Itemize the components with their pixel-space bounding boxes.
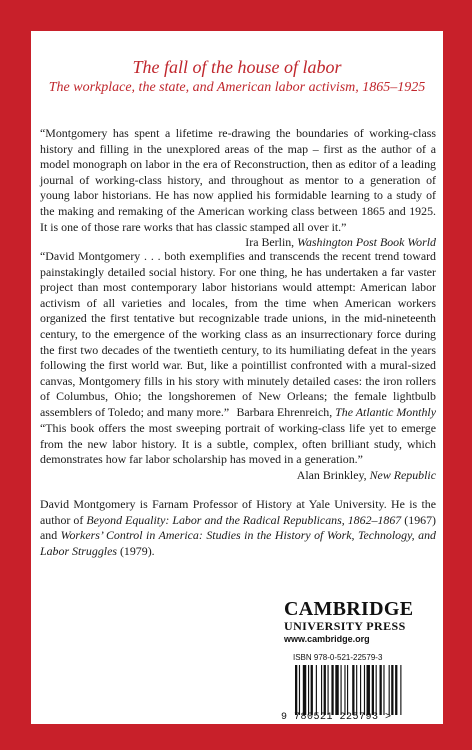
review-quote-1 xyxy=(40,126,436,251)
book-title: The fall of the house of labor xyxy=(132,57,342,77)
quote-author: Ira Berlin, xyxy=(245,235,295,250)
quote-source: New Republic xyxy=(369,467,436,482)
quote-text: “This book offers the most sweeping portrait of working-class life yet to emerge from the new labor history. It is a subtle, complex, often brilliant study, which demonstrates how far labor scholarship has moved in a generation.” xyxy=(40,421,436,467)
author-bio xyxy=(40,497,436,559)
bio-book-2: Workers’ Control in America: Studies in the History of Work, Technology, and Labor Struggles xyxy=(40,528,436,558)
publisher-name: CAMBRIDGE xyxy=(284,598,414,620)
quote-source: Washington Post Book World xyxy=(297,235,436,250)
barcode-icon xyxy=(293,665,437,715)
quote-attribution xyxy=(236,405,436,421)
publisher-subname: UNIVERSITY PRESS xyxy=(284,619,406,633)
publisher-logo xyxy=(284,599,434,646)
bio-mid: (1967) and xyxy=(40,512,436,543)
bio-intro: David Montgomery is Farnam Professor of History at Yale University. He is the author of xyxy=(40,497,436,527)
bio-end: (1979). xyxy=(116,543,155,558)
quote-source: The Atlantic Monthly xyxy=(335,404,436,419)
isbn-text: ISBN 978-0-521-22579-3 xyxy=(293,653,383,662)
cover-panel xyxy=(31,31,443,724)
barcode-digits: 9 780521 225793 > xyxy=(281,712,392,723)
publisher-url: www.cambridge.org xyxy=(284,634,370,644)
quote-text: “Montgomery has spent a lifetime re-drawing the boundaries of working-class history and filling in the unexplored areas of the map – first as the author of a model monograph on labor in the era of Reconstruction, then as editor of a leading journal of working-class history, and throughout as mentor to a generation of young labor historians. He has now applied his formidable learning to a study of the making and remaking of the American working class between 1865 and 1925. It is one of those rare works that has classic stamped all over it.” xyxy=(40,126,436,234)
quote-author: Alan Brinkley, xyxy=(296,467,367,482)
quote-text: “David Montgomery . . . both exemplifies and transcends the recent trend toward painstakingly detailed social history. For one thing, he has undertaken a far vaster project than most contemporary labor historians would attempt: American labor activism of all varieties and locales, from the time when American workers organized the first tentative but recognizable trade unions, in the mid-nineteenth century, to the emergence of the working class as an insurrectionary force during the first two decades of the twentieth century, to its humiliating defeat in the years following the first world war. But, like a pointillist confronted with a mural-sized canvas, Montgomery fills in his story with minutely detailed cases: the iron rollers of Columbus, Ohio; the longshoremen of New Orleans; the female lightbulb assemblers of Toledo; and many more.” xyxy=(40,249,436,419)
review-quote-2 xyxy=(40,249,436,421)
bio-book-1: Beyond Equality: Labor and the Radical Republicans, 1862–1867 xyxy=(86,512,402,527)
book-subtitle: The workplace, the state, and American labor activism, 1865–1925 xyxy=(48,80,426,95)
quote-author: Barbara Ehrenreich, xyxy=(236,404,333,419)
review-quote-3 xyxy=(40,421,436,483)
quote-attribution xyxy=(297,468,436,484)
